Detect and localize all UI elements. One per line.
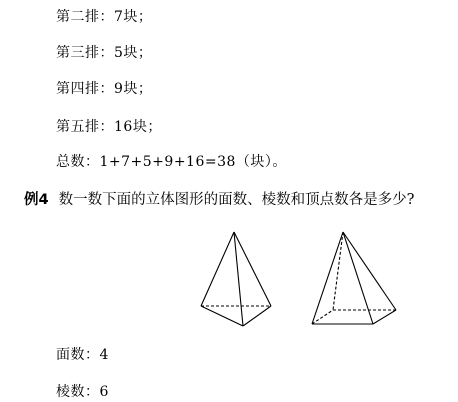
row-2-label: 第二排：: [56, 9, 114, 25]
row-5: [56, 118, 162, 136]
triangular-pyramid-icon: [198, 228, 276, 330]
row-2-value: 7块；: [114, 9, 153, 25]
row-2: [56, 8, 152, 26]
row-4-label: 第四排：: [56, 81, 114, 97]
row-4-value: 9块；: [114, 81, 153, 97]
row-3: [56, 44, 152, 62]
example-heading: [24, 191, 414, 209]
row-3-label: 第三排：: [56, 45, 114, 61]
row-5-label: 第五排：: [56, 119, 114, 135]
row-4: [56, 80, 152, 98]
example-question: 数一数下面的立体图形的面数、棱数和顶点数各是多少?: [58, 192, 415, 208]
total-line: 总数：1+7+5+9+16=38（块）。: [56, 154, 287, 170]
edges-answer: 棱数：6: [56, 384, 109, 400]
example-label: 例4: [24, 192, 49, 208]
faces-answer: 面数：4: [56, 347, 109, 363]
square-pyramid-icon: [306, 228, 402, 326]
row-5-value: 16块；: [114, 119, 162, 135]
row-3-value: 5块；: [114, 45, 153, 61]
